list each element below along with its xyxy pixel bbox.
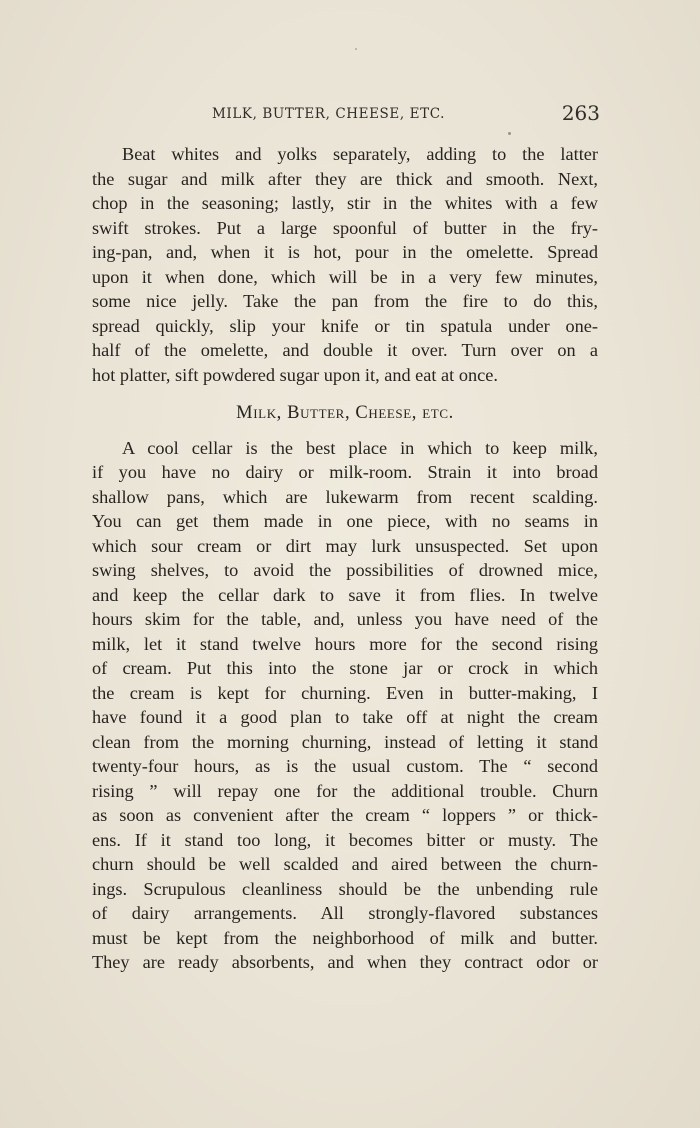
text-line: hot platter, sift powdered sugar upon it, and eat at once. xyxy=(92,364,498,385)
running-head xyxy=(92,101,600,127)
text-line: clean from the morning churning, instead of letting it stand xyxy=(92,731,598,752)
text-line: of dairy arrangements. All strongly-flavored substances xyxy=(92,903,598,923)
text-line: ings. Scrupulous cleanliness should be the unbending rule xyxy=(92,878,598,899)
section-heading: Milk, Butter, Cheese, etc. xyxy=(236,403,454,423)
text-line: half of the omelette, and double it over. Turn over on a xyxy=(92,340,598,360)
body-text xyxy=(92,142,598,975)
text-line: have found it a good plan to take off at night the cream xyxy=(92,707,598,727)
text-line: the sugar and milk after they are thick and smooth. Next, xyxy=(92,168,598,189)
text-line: chop in the seasoning; lastly, stir in the whites with a few xyxy=(92,193,598,213)
text-line: as soon as convenient after the cream “ loppers ” or thick- xyxy=(92,805,598,825)
text-line: which sour cream or dirt may lurk unsuspected. Set upon xyxy=(92,535,598,556)
text-line: ing-pan, and, when it is hot, pour in the omelette. Spread xyxy=(92,242,598,262)
text-line: You can get them made in one piece, with no seams in xyxy=(92,511,598,531)
text-line: of cream. Put this into the stone jar or crock in which xyxy=(92,658,598,678)
text-line: ens. If it stand too long, it becomes bitter or musty. The xyxy=(92,829,598,850)
text-line: some nice jelly. Take the pan from the fire to do this, xyxy=(92,291,598,311)
paragraph-omelette xyxy=(92,142,598,387)
text-line: hours skim for the table, and, unless you have need of the xyxy=(92,609,598,629)
text-line: twenty-four hours, as is the usual custom. The “ second xyxy=(92,756,598,776)
text-line: and keep the cellar dark to save it from flies. In twelve xyxy=(92,584,598,605)
text-line: shallow pans, which are lukewarm from recent scalding. xyxy=(92,486,598,507)
paper-speck xyxy=(355,48,357,50)
paragraph-milk xyxy=(92,436,598,975)
text-line: They are ready absorbents, and when they contract odor or xyxy=(92,952,598,972)
text-line: Beat whites and yolks separately, adding to the latter xyxy=(122,144,598,164)
text-line: must be kept from the neighborhood of milk and butter. xyxy=(92,927,598,948)
text-line: A cool cellar is the best place in which to keep milk, xyxy=(122,437,598,458)
text-line: milk, let it stand twelve hours more for the second rising xyxy=(92,633,598,654)
text-line: if you have no dairy or milk-room. Strain it into broad xyxy=(92,462,598,482)
text-line: the cream is kept for churning. Even in butter-making, I xyxy=(92,682,598,703)
text-line: spread quickly, slip your knife or tin spatula under one- xyxy=(92,315,598,336)
ink-dot xyxy=(508,132,511,135)
text-line: upon it when done, which will be in a very few minutes, xyxy=(92,266,598,287)
text-line: swift strokes. Put a large spoonful of butter in the fry- xyxy=(92,217,598,238)
text-line: swing shelves, to avoid the possibilities of drowned mice, xyxy=(92,560,598,580)
text-line: rising ” will repay one for the additional trouble. Churn xyxy=(92,780,598,801)
page-number: 263 xyxy=(561,101,600,125)
text-line: churn should be well scalded and aired between the churn- xyxy=(92,854,598,874)
running-title: MILK, BUTTER, CHEESE, ETC. xyxy=(212,106,446,122)
